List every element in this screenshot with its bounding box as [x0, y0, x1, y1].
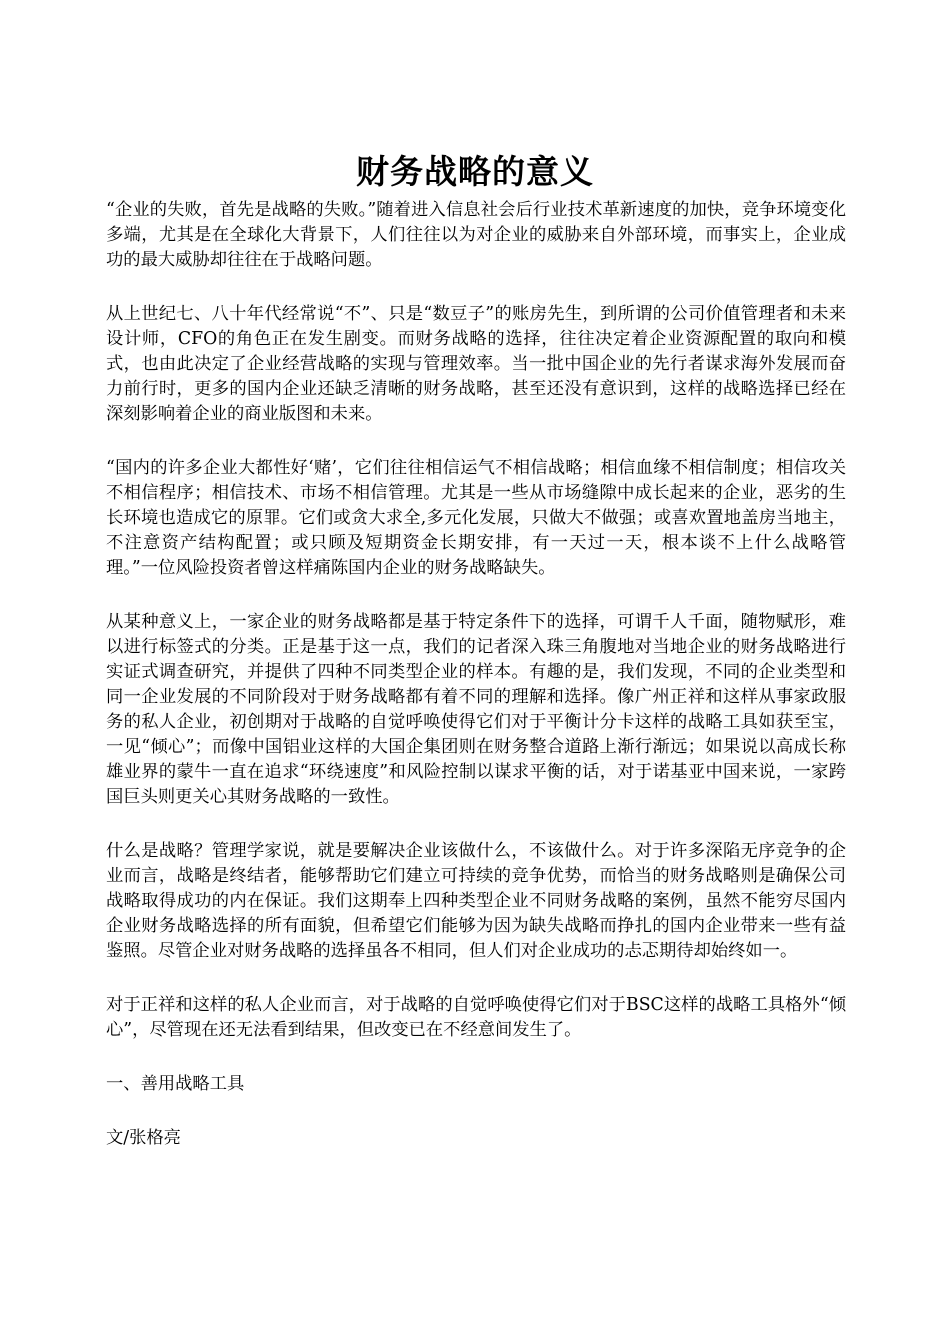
document-body [106, 198, 846, 1180]
author-line: 文/张格亮 [106, 1128, 181, 1148]
section-heading: 一、善用战略工具 [106, 1074, 245, 1094]
paragraph-2: 从上世纪七、八十年代经常说“不”、只是“数豆子”的账房先生，到所谓的公司价值管理者和未来设计师，CFO的角色正在发生剧变。而财务战略的选择，往往决定着企业资源配置的取向和模式，也由此决定了企业经营战略的实现与管理效率。当一批中国企业的先行者谋求海外发展而奋力前行时，更多的国内企业还缺乏清晰的财务战略，甚至还没有意识到，这样的战略选择已经在深刻影响着企业的商业版图和未来。 [106, 304, 846, 424]
paragraph-4: 从某种意义上，一家企业的财务战略都是基于特定条件下的选择，可谓千人千面，随物赋形，难以进行标签式的分类。正是基于这一点，我们的记者深入珠三角腹地对当地企业的财务战略进行实证式调查研究，并提供了四种不同类型企业的样本。有趣的是，我们发现，不同的企业类型和同一企业发展的不同阶段对于财务战略都有着不同的理解和选择。像广州正祥和这样从事家政服务的私人企业，初创期对于战略的自觉呼唤使得它们对于平衡计分卡这样的战略工具如获至宝，一见“倾心”；而像中国铝业这样的大国企集团则在财务整合道路上渐行渐远；如果说以高成长称雄业界的蒙牛一直在追求“环绕速度”和风险控制以谋求平衡的话，对于诺基亚中国来说，一家跨国巨头则更关心其财务战略的一致性。 [106, 612, 846, 807]
page-title: 财务战略的意义 [356, 152, 594, 192]
paragraph-6: 对于正祥和这样的私人企业而言，对于战略的自觉呼唤使得它们对于BSC这样的战略工具格外“倾心”，尽管现在还无法看到结果，但改变已在不经意间发生了。 [106, 995, 846, 1040]
paragraph-3: “国内的许多企业大都性好‘赌’，它们往往相信运气不相信战略；相信血缘不相信制度；相信攻关不相信程序；相信技术、市场不相信管理。尤其是一些从市场缝隙中成长起来的企业，恶劣的生长环境也造成它的原罪。它们或贪大求全,多元化发展，只做大不做强；或喜欢置地盖房当地主，不注意资产结构配置；或只顾及短期资金长期安排，有一天过一天，根本谈不上什么战略管理。”一位风险投资者曾这样痛陈国内企业的财务战略缺失。 [106, 458, 846, 578]
paragraph-5: 什么是战略？管理学家说，就是要解决企业该做什么，不该做什么。对于许多深陷无序竞争的企业而言，战略是终结者，能够帮助它们建立可持续的竞争优势，而恰当的财务战略则是确保公司战略取得成功的内在保证。我们这期奉上四种类型企业不同财务战略的案例，虽然不能穷尽国内企业财务战略选择的所有面貌，但希望它们能够为因为缺失战略而挣扎的国内企业带来一些有益鉴照。尽管企业对财务战略的选择虽各不相同，但人们对企业成功的忐忑期待却始终如一。 [106, 841, 846, 961]
paragraph-1: “企业的失败，首先是战略的失败。”随着进入信息社会后行业技术革新速度的加快，竞争环境变化多端，尤其是在全球化大背景下，人们往往以为对企业的威胁来自外部环境，而事实上，企业成功的最大威胁却往往在于战略问题。 [106, 200, 846, 270]
